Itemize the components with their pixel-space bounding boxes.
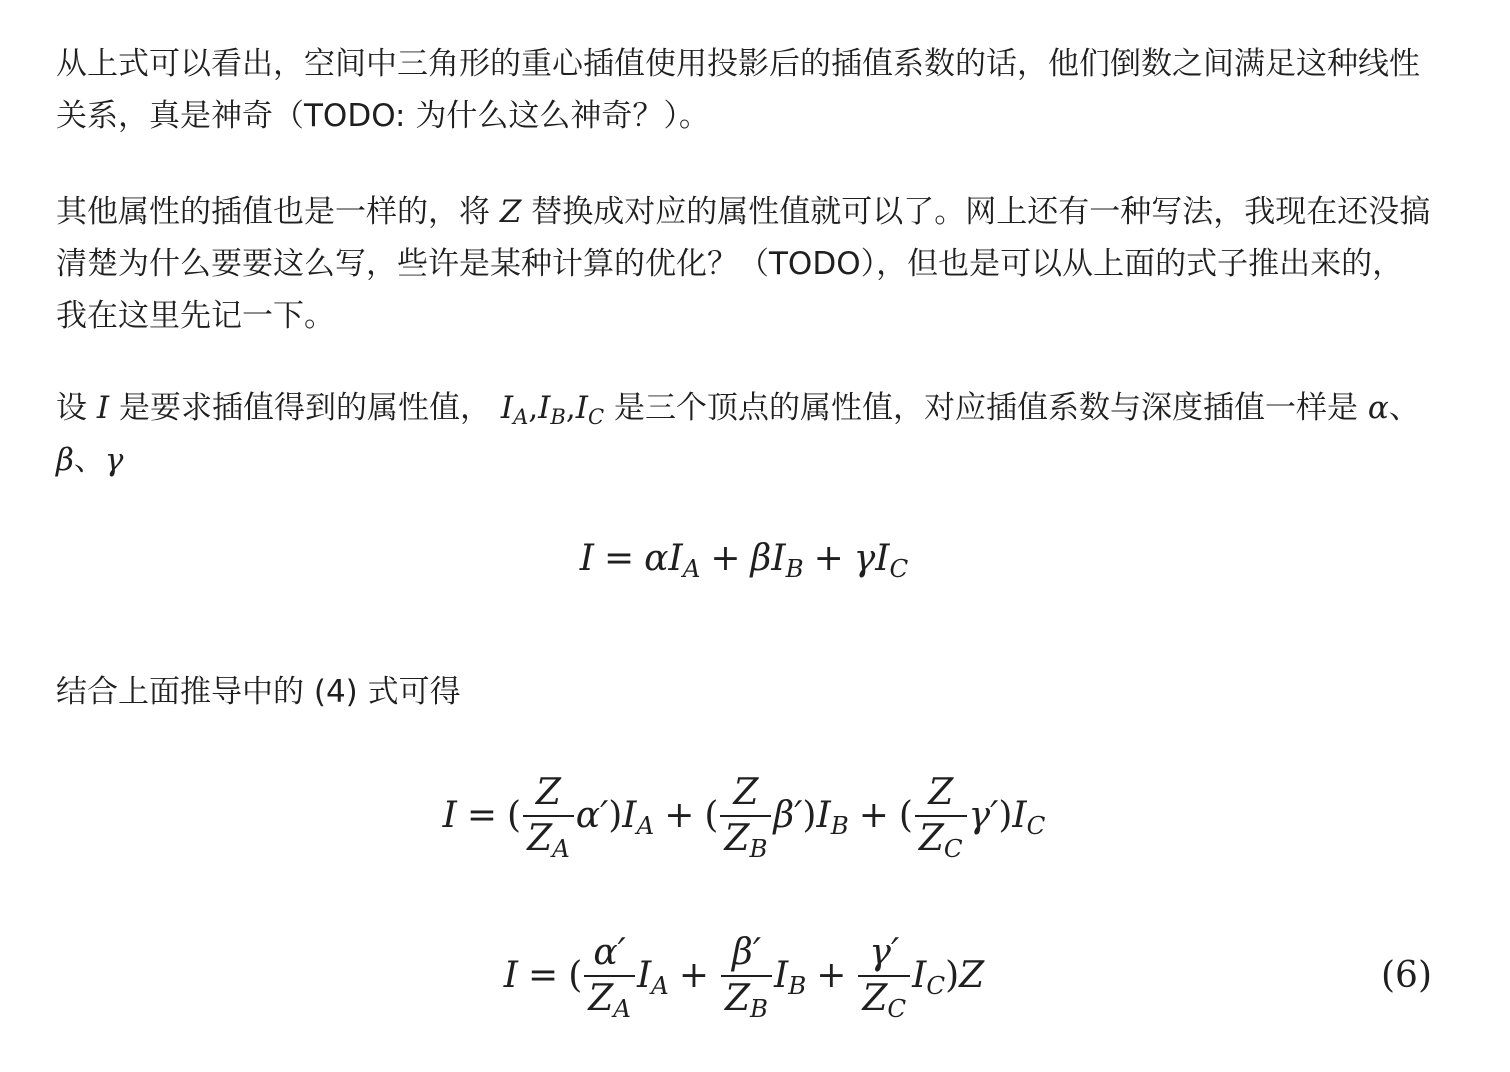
paragraph-3 (56, 382, 1432, 486)
paragraph-2-text-a: 其他属性的插值也是一样的，将 (56, 194, 500, 230)
equation-substituted: I = ( $\frac{Z}{Z_A}$ $\alpha')I_A$ + ( $\frac{Z}{Z_B}$ $\beta')I_B$ + ( $\frac{Z}{Z_C}$ $\gamma')I_C$ (442, 772, 1046, 863)
paragraph-3-text-c: 是三个顶点的属性值，对应插值系数与深度插值一样是 (604, 390, 1368, 426)
fraction-beta-over-zb: $\frac{\beta'}{Z_B}$ (721, 931, 772, 1021)
fraction-z-over-zc: $\frac{Z}{Z_C}$ (915, 771, 967, 861)
math-var-i: I (96, 390, 110, 426)
fraction-alpha-over-za: $\frac{\alpha'}{Z_A}$ (584, 931, 635, 1021)
fraction-gamma-over-zc: $\frac{\gamma'}{Z_C}$ (858, 931, 910, 1021)
paragraph-1-text: 从上式可以看出，空间中三角形的重心插值使用投影后的插值系数的话，他们倒数之间满足这种线性关系，真是神奇（TODO: 为什么这么神奇？）。 (56, 46, 1420, 134)
equation-interpolation: $I = \alpha I_A + \beta I_B + \gamma I_C$ (579, 538, 909, 583)
paragraph-4 (56, 666, 1432, 718)
fraction-z-over-za: $\frac{Z}{Z_A}$ (523, 771, 574, 861)
paragraph-3-text-b: 是要求插值得到的属性值， (109, 390, 501, 426)
paragraph-1 (56, 38, 1432, 142)
equation-number: (6) (1381, 955, 1432, 996)
paragraph-3-text-a: 设 (56, 390, 97, 426)
math-var-z: Z (499, 194, 522, 230)
equation-6: I = ( $\frac{\alpha'}{Z_A}$ $I_A$ + $\frac{\beta'}{Z_B}$ $I_B$ + $\frac{\gamma'}{Z_C}$ $I_C)Z$ (6) (56, 928, 1432, 1024)
paragraph-4-text: 结合上面推导中的 (4) 式可得 (56, 674, 461, 710)
paragraph-2 (56, 186, 1432, 342)
fraction-z-over-zb: $\frac{Z}{Z_B}$ (720, 771, 771, 861)
math-coefficients: α、β、γ (56, 390, 1420, 478)
math-vertex-attributes: $I_A,I_B,I_C$ (500, 390, 605, 429)
paragraph-2-text-b: 替换成对应的属性值就可以了。网上还有一种写法，我现在还没搞清楚为什么要要这么写，些许是某种计算的优化？（TODO），但也是可以从上面的式子推出来的，我在这里先记一下。 (56, 194, 1431, 334)
